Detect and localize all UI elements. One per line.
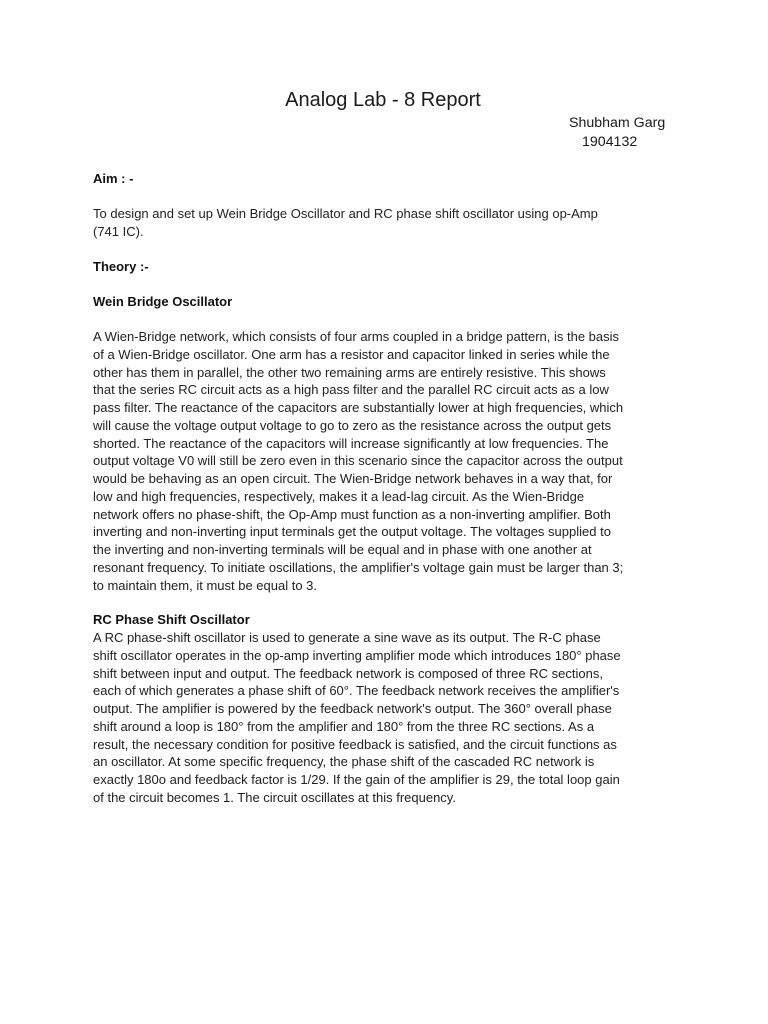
paragraph-line: other has them in parallel, the other two remaining arms are entirely resistive. This shows: [93, 364, 606, 380]
paragraph-line: shorted. The reactance of the capacitors will increase significantly at low frequencies. The: [93, 435, 609, 451]
paragraph-line: network offers no phase-shift, the Op-Amp must function as a non-inverting amplifier. Both: [93, 506, 611, 522]
paragraph-line: would be behaving as an open circuit. The Wien-Bridge network behaves in a way that, for: [93, 471, 613, 486]
wein-bridge-paragraph: [93, 328, 677, 594]
aim-paragraph: [93, 205, 677, 241]
author-name: Shubham Garg: [569, 115, 666, 131]
paragraph-line: resonant frequency. To initiate oscillations, the amplifier's voltage gain must be larger than 3;: [93, 559, 624, 575]
paragraph-line: of a Wien-Bridge oscillator. One arm has a resistor and capacitor linked in series while the: [93, 346, 610, 362]
paragraph-line: result, the necessary condition for positive feedback is satisfied, and the circuit functions as: [93, 736, 617, 752]
paragraph-line: shift oscillator operates in the op-amp inverting amplifier mode which introduces 180° phase: [93, 647, 621, 663]
roll-number: 1904132: [582, 134, 638, 150]
paragraph-line: the inverting and non-inverting terminals will be equal and in phase with one another at: [93, 542, 592, 557]
rc-phase-shift-paragraph: [93, 629, 677, 807]
paragraph-line: shift around a loop is 180° from the amplifier and 180° from the three RC sections. As a: [93, 718, 595, 734]
rc-phase-shift-heading: RC Phase Shift Oscillator: [93, 612, 250, 627]
paragraph-line: to maintain them, it must be equal to 3.: [93, 577, 318, 593]
paragraph-line: will cause the voltage output voltage to go to zero as the resistance across the output gets: [93, 417, 612, 433]
paragraph-line: of the circuit becomes 1. The circuit oscillates at this frequency.: [93, 789, 456, 805]
paragraph-line: A RC phase-shift oscillator is used to generate a sine wave as its output. The R-C phase: [93, 630, 601, 645]
paragraph-line: low and high frequencies, respectively, makes it a lead-lag circuit. As the Wien-Bridge: [93, 488, 585, 504]
paragraph-line: an oscillator. At some specific frequency, the phase shift of the cascaded RC network is: [93, 754, 595, 770]
aim-line: (741 IC).: [93, 223, 144, 239]
paragraph-line: output voltage V0 will still be zero even in this scenario since the capacitor across the output: [93, 453, 623, 469]
aim-heading: Aim : -: [93, 171, 134, 186]
paragraph-line: shift between input and output. The feedback network is composed of three RC sections,: [93, 665, 603, 681]
page-title: Analog Lab - 8 Report: [285, 89, 481, 111]
wein-bridge-heading: Wein Bridge Oscillator: [93, 294, 233, 309]
paragraph-line: that the series RC circuit acts as a high pass filter and the parallel RC circuit acts as a low: [93, 382, 609, 398]
paragraph-line: each of which generates a phase shift of 60°. The feedback network receives the amplifier's: [93, 683, 620, 699]
paragraph-line: exactly 180o and feedback factor is 1/29. If the gain of the amplifier is 29, the total loop gain: [93, 772, 620, 787]
paragraph-line: pass filter. The reactance of the capacitors are substantially lower at high frequencies, which: [93, 400, 624, 415]
theory-heading: Theory :-: [93, 259, 149, 274]
aim-line: To design and set up Wein Bridge Oscillator and RC phase shift oscillator using op-Amp: [93, 206, 598, 221]
paragraph-line: inverting and non-inverting input terminals get the output voltage. The voltages supplied to: [93, 524, 611, 540]
paragraph-line: A Wien-Bridge network, which consists of four arms coupled in a bridge pattern, is the basis: [93, 329, 620, 344]
paragraph-line: output. The amplifier is powered by the feedback network's output. The 360° overall phase: [93, 701, 612, 716]
